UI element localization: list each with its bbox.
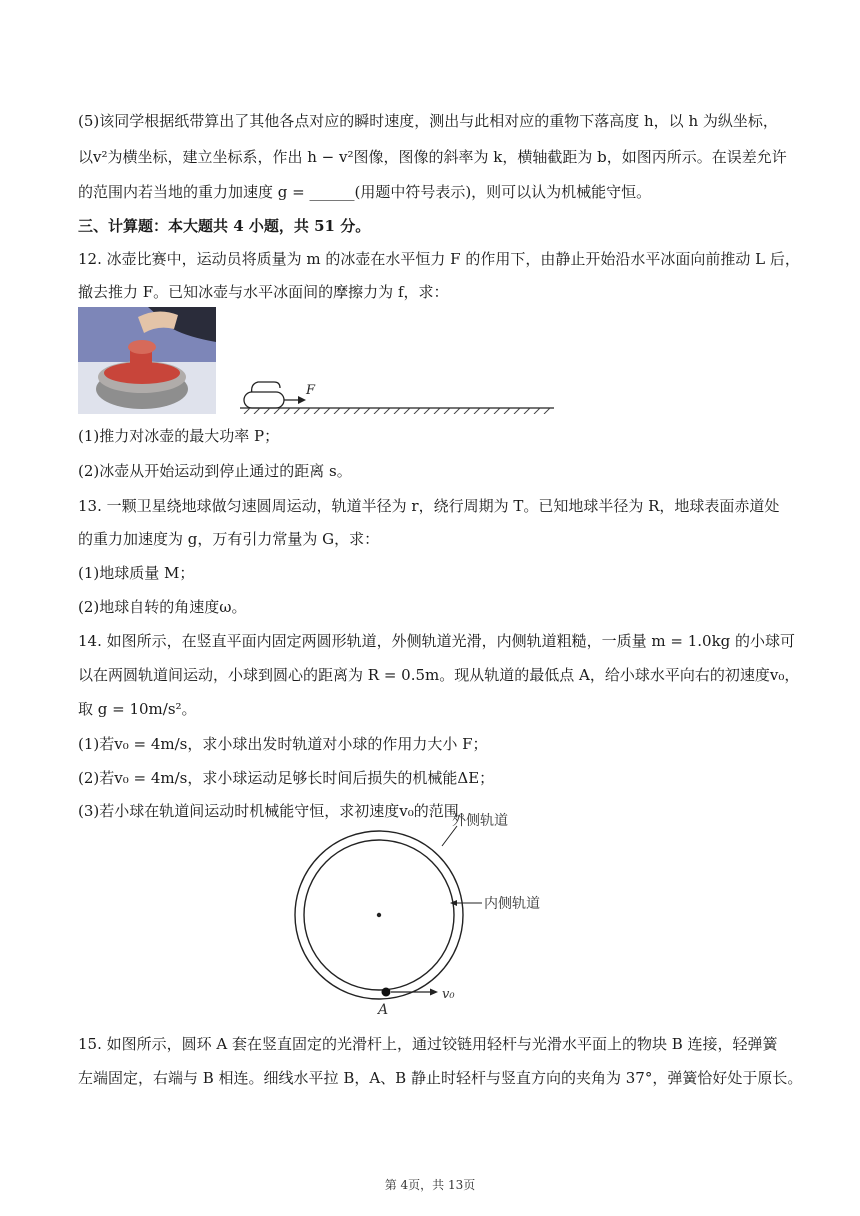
text-line: 取 g = 10m/s²。	[78, 700, 197, 718]
section-heading: 三、计算题：本大题共 4 小题，共 51 分。	[78, 217, 371, 235]
force-label: F	[306, 383, 316, 398]
text-line: (3)若小球在轨道间运动时机械能守恒，求初速度v₀的范围。	[78, 802, 474, 820]
point-a-label: A	[378, 1002, 389, 1018]
outer-track-label: 外侧轨道	[452, 813, 508, 829]
track-diagram	[282, 812, 582, 1022]
text-line: 以在两圆轨道间运动，小球到圆心的距离为 R = 0.5m。现从轨道的最低点 A，给小球水平向右的初速度v₀，	[78, 666, 800, 684]
text-line: (2)地球自转的角速度ω。	[78, 598, 247, 616]
ball	[382, 988, 391, 997]
inner-track-label: 内侧轨道	[484, 896, 540, 912]
text-line: (1)推力对冰壶的最大功率 P；	[78, 427, 280, 445]
page-footer: 第 4页，共 13页	[384, 1178, 476, 1192]
text-line: (2)若v₀ = 4m/s，求小球运动足够长时间后损失的机械能ΔE；	[78, 769, 495, 787]
text-line: 15. 如图所示，圆环 A 套在竖直固定的光滑杆上，通过铰链用轻杆与光滑水平面上的物块 B 连接，轻弹簧	[78, 1035, 778, 1053]
text-line: 14. 如图所示，在竖直平面内固定两圆形轨道，外侧轨道光滑，内侧轨道粗糙，一质量 m = 1.0kg 的小球可	[78, 632, 796, 650]
text-line: 的范围内若当地的重力加速度 g = ______(用题中符号表示)，则可以认为机械能守恒。	[78, 183, 652, 201]
text-line: (5)该同学根据纸带算出了其他各点对应的瞬时速度，测出与此相对应的重物下落高度 h，以 h 为纵坐标，	[78, 112, 778, 130]
outer-leader	[442, 826, 457, 846]
text-line: 撤去推力 F。已知冰壶与水平冰面间的摩擦力为 f，求：	[78, 283, 449, 301]
text-line: 13. 一颗卫星绕地球做匀速圆周运动，轨道半径为 r，绕行周期为 T。已知地球半径为 R，地球表面赤道处	[78, 497, 780, 515]
text-line: (2)冰壶从开始运动到停止通过的距离 s。	[78, 462, 352, 480]
text-line: (1)若v₀ = 4m/s，求小球出发时轨道对小球的作用力大小 F；	[78, 735, 488, 753]
text-line: 12. 冰壶比赛中，运动员将质量为 m 的冰壶在水平恒力 F 的作用下，由静止开始沿水平冰面向前推动 L 后，	[78, 250, 800, 268]
text-line: 左端固定，右端与 B 相连。细线水平拉 B，A、B 静止时轻杆与竖直方向的夹角为 37°，弹簧恰好处于原长。	[78, 1069, 803, 1087]
velocity-label: v₀	[442, 987, 455, 1002]
curling-diagram	[236, 372, 556, 414]
center-dot	[377, 913, 381, 917]
text-line: 以v²为横坐标，建立坐标系，作出 h − v²图像，图像的斜率为 k，横轴截距为 b，如图丙所示。在误差允许	[78, 148, 787, 166]
text-line: (1)地球质量 M；	[78, 564, 195, 582]
text-line: 的重力加速度为 g，万有引力常量为 G，求：	[78, 530, 380, 548]
curling-photo	[78, 307, 216, 414]
